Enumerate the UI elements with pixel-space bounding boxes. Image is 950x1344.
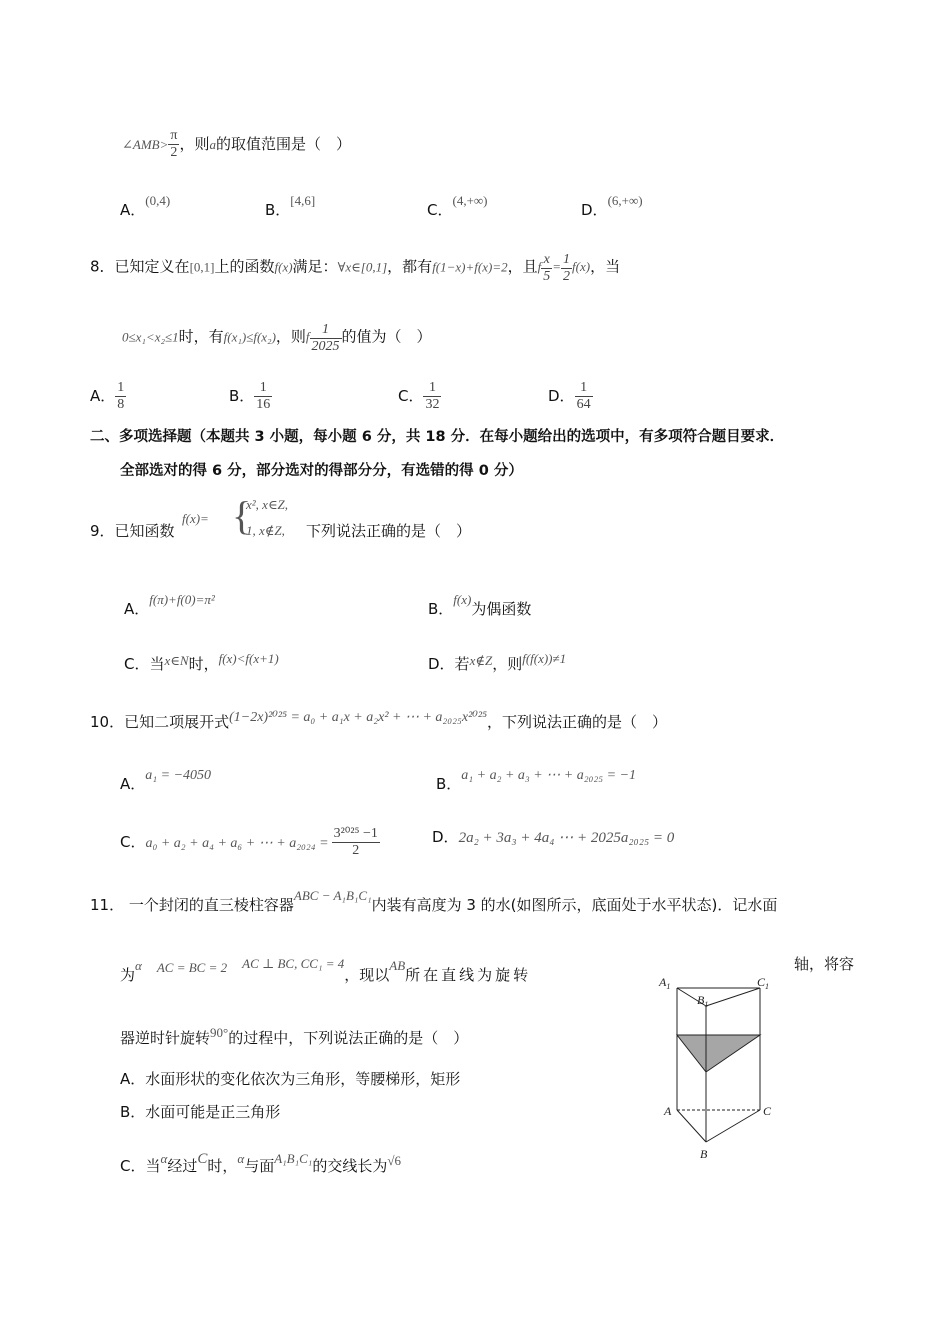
- q8-text9: 的值为（ ）: [341, 327, 432, 346]
- q9-case2: 1, x∉Z,: [246, 523, 285, 538]
- label-a1: $A_1$: [659, 975, 671, 991]
- q7-option-a[interactable]: [120, 190, 170, 221]
- q11-line1: [90, 885, 777, 916]
- q7-tail-line: [122, 128, 351, 161]
- q11-option-c-alpha2: α: [237, 1151, 245, 1166]
- q9-option-a-expr: f(π)+f(0)=π²: [149, 592, 215, 607]
- q9-option-d-cond: x∉Z: [469, 653, 493, 668]
- q11-option-c-face: A₁B₁C₁: [274, 1151, 313, 1166]
- q11-text7: 器逆时针旋转: [120, 1029, 211, 1047]
- q10-option-b[interactable]: [436, 765, 636, 795]
- q10-option-a[interactable]: [120, 765, 211, 795]
- q7-question: 的取值范围是（ ）: [215, 135, 351, 153]
- q8-option-a-frac: $\frac{1}{8}$: [117, 380, 125, 412]
- q8-f-1-2025: f $\frac{1}{2025}$: [305, 322, 340, 354]
- q8-option-d-label: D．: [548, 387, 575, 405]
- q10-option-a-label: A．: [120, 775, 146, 793]
- q9-text1: 已知函数: [114, 522, 175, 540]
- q8-line2: [122, 322, 432, 355]
- q11-text4: ，现以: [344, 966, 390, 984]
- pi-over-2: $\frac{\pi}{2}$: [170, 128, 178, 160]
- q8-text3: 满足：: [292, 257, 338, 276]
- q11-option-c-value: √6: [387, 1153, 401, 1168]
- q11-text1: 一个封闭的直三棱柱容器: [128, 896, 294, 914]
- q9-option-b[interactable]: [428, 589, 531, 620]
- q8-text1: 已知定义在: [114, 257, 190, 276]
- q8-eq1: f(1−x)+f(x)=2: [432, 259, 508, 275]
- q10-stem: [90, 707, 667, 733]
- q9-option-a[interactable]: [124, 589, 215, 620]
- q11-text6: 轴，将容: [794, 955, 855, 973]
- q9-option-c-text: 时，: [188, 655, 219, 673]
- q11-text2: 内装有高度为 3 的水(如图所示，底面处于水平状态)．记水面: [371, 896, 778, 914]
- q8-text2: 上的函数: [214, 257, 275, 276]
- section2-heading-line2: 全部选对的得 6 分，部分选对的得部分分，有选错的得 0 分）: [120, 463, 523, 479]
- q7-option-b[interactable]: [265, 190, 315, 221]
- q11-deg: 90°: [210, 1025, 229, 1040]
- q10-option-c-label: C．: [120, 833, 146, 851]
- q10-option-b-label: B．: [436, 775, 462, 793]
- q10-question: ，下列说法正确的是（ ）: [487, 713, 668, 731]
- q11-option-c-text5: 的交线长为: [312, 1157, 388, 1175]
- q11-option-c-alpha: α: [160, 1151, 168, 1166]
- label-c1: $C_1$: [757, 975, 770, 991]
- q8-number: 8．: [90, 257, 115, 276]
- q9-option-d-text: ，则: [492, 655, 523, 673]
- q10-option-d-expr: 2a₂ + 3a₃ + 4a₄ ⋯ + 2025a₂₀₂₅ = 0: [458, 830, 675, 846]
- q7-a: a: [209, 137, 216, 152]
- q11-ab: AB: [389, 958, 406, 973]
- q7-option-d-value: (6,+∞): [607, 193, 643, 208]
- q8-option-c-frac: $\frac{1}{32}$: [425, 380, 440, 412]
- q8-option-b[interactable]: [229, 380, 272, 413]
- q11-line3: [120, 1022, 468, 1049]
- q11-option-c-text3: 时，: [207, 1157, 238, 1175]
- q8-f: f(x): [274, 259, 293, 275]
- q7-option-c-label: C．: [427, 201, 453, 219]
- q8-option-b-label: B．: [229, 387, 255, 405]
- q11-option-b[interactable]: B．水面可能是正三角形: [120, 1103, 281, 1121]
- q8-line1: [90, 252, 620, 285]
- q8-interval: [0,1]: [189, 259, 215, 275]
- q7-option-a-label: A．: [120, 201, 146, 219]
- q8-option-c[interactable]: [398, 380, 441, 413]
- q7-suffix: ，则: [179, 135, 210, 153]
- q9-number: 9．: [90, 522, 115, 540]
- q11-option-c[interactable]: [120, 1148, 401, 1177]
- q11-cond2: AC ⊥ BC, CC₁ = 4: [242, 956, 345, 971]
- q10-option-c-expr: a₀ + a₂ + a₄ + a₆ + ⋯ + a₂₀₂₄ =: [145, 836, 329, 851]
- edge-b1c1: [706, 988, 760, 1006]
- q8-text6: ，当: [590, 257, 621, 276]
- q7-option-c[interactable]: [427, 190, 488, 221]
- q8-option-a[interactable]: [90, 380, 126, 413]
- q11-prism: ABC − A₁B₁C₁: [293, 888, 372, 903]
- angle-amb: ∠AMB>: [122, 137, 169, 152]
- q8-eq2: f $\frac{x}{5}$ = $\frac{1}{2}$ f(x): [537, 252, 591, 284]
- edge-ab: [677, 1110, 706, 1142]
- q9-option-c-label: C．当: [124, 655, 165, 673]
- q10-option-c-frac: $\frac{\text{3²⁰²⁵ −1}}{2}$: [333, 826, 378, 858]
- q11-text5: 所在直线为旋转: [405, 966, 532, 984]
- label-b1: $B_1$: [697, 993, 709, 1009]
- q9-option-a-label: A．: [124, 600, 150, 618]
- q11-option-c-point-c: C: [197, 1151, 208, 1167]
- q8-cond: 0≤x₁<x₂≤1: [122, 329, 179, 345]
- q11-option-c-text4: 与面: [244, 1157, 275, 1175]
- q11-option-a[interactable]: A．水面形状的变化依次为三角形，等腰梯形，矩形: [120, 1070, 461, 1088]
- q11-cond1: AC = BC = 2: [156, 960, 228, 975]
- q7-option-b-label: B．: [265, 201, 291, 219]
- q7-option-b-value: [4,6]: [290, 193, 316, 208]
- water-surface: [677, 1035, 760, 1072]
- edge-bc: [706, 1110, 760, 1142]
- q11-option-c-text2: 经过: [167, 1157, 198, 1175]
- q11-text3: 为: [120, 966, 136, 984]
- q8-forall: ∀x∈[0,1]: [337, 259, 388, 275]
- q8-option-c-label: C．: [398, 387, 424, 405]
- q11-number: 11．: [90, 896, 125, 914]
- q9-option-d-label: D．若: [428, 655, 470, 673]
- prism-figure: [655, 970, 785, 1170]
- q9-option-d-expr: f(f(x))≠1: [522, 651, 567, 666]
- q10-option-b-expr: a₁ + a₂ + a₃ + ⋯ + a₂₀₂₅ = −1: [461, 768, 637, 783]
- q9-stem: [90, 520, 175, 542]
- q8-text8: ，则: [275, 327, 306, 346]
- q8-option-d[interactable]: [548, 380, 593, 413]
- q8-option-b-frac: $\frac{1}{16}$: [256, 380, 271, 412]
- q9-option-d[interactable]: [428, 648, 566, 675]
- q9-case1: x², x∈Z,: [246, 497, 289, 512]
- q9-option-c-cond: x∈N: [164, 653, 189, 668]
- q9-question: 下列说法正确的是（ ）: [306, 522, 472, 540]
- q8-ineq: f(x₁)≤f(x₂): [223, 329, 276, 345]
- label-c: C: [763, 1104, 772, 1118]
- q10-option-d[interactable]: [432, 826, 674, 849]
- q8-text5: ，且: [507, 257, 538, 276]
- q7-option-a-value: (0,4): [145, 193, 171, 208]
- q9-function: [182, 508, 209, 530]
- q7-option-d-label: D．: [581, 201, 608, 219]
- q9-option-b-expr: f(x): [453, 592, 472, 607]
- label-a: A: [664, 1104, 672, 1118]
- q11-line2: [120, 953, 531, 986]
- q8-option-a-label: A．: [90, 387, 116, 405]
- q7-option-c-value: (4,+∞): [452, 193, 488, 208]
- q7-option-d[interactable]: [581, 190, 643, 221]
- q8-option-d-frac: $\frac{1}{64}$: [576, 380, 591, 412]
- q9-f: f(x)=: [182, 511, 209, 526]
- q9-brace: {: [232, 493, 252, 538]
- q11-option-c-text1: C．当: [120, 1157, 161, 1175]
- q8-text7: 时，有: [178, 327, 224, 346]
- q10-number: 10．: [90, 713, 125, 731]
- q10-option-a-expr: a₁ = −4050: [145, 768, 212, 783]
- q10-option-d-label: D．: [432, 828, 459, 846]
- q10-text1: 已知二项展开式: [124, 713, 230, 731]
- q8-text4: ，都有: [387, 257, 433, 276]
- q11-text8: 的过程中，下列说法正确的是（ ）: [228, 1029, 469, 1047]
- section2-heading-line1: 二、多项选择题（本题共 3 小题，每小题 6 分，共 18 分．在每小题给出的选项中，有多项符合题目要求．: [90, 429, 785, 445]
- q9-option-c-expr: f(x)<f(x+1): [218, 651, 279, 666]
- q9-option-c[interactable]: [124, 648, 279, 675]
- q10-option-c[interactable]: [120, 826, 380, 859]
- q10-expansion: (1−2x)²⁰²⁵ = a₀ + a₁x + a₂x² + ⋯ + a₂₀₂₅x²⁰²⁵: [229, 710, 487, 725]
- label-b: B: [700, 1147, 708, 1161]
- q9-option-b-text: 为偶函数: [471, 600, 532, 618]
- q11-alpha: α: [135, 958, 142, 973]
- q9-option-b-label: B．: [428, 600, 454, 618]
